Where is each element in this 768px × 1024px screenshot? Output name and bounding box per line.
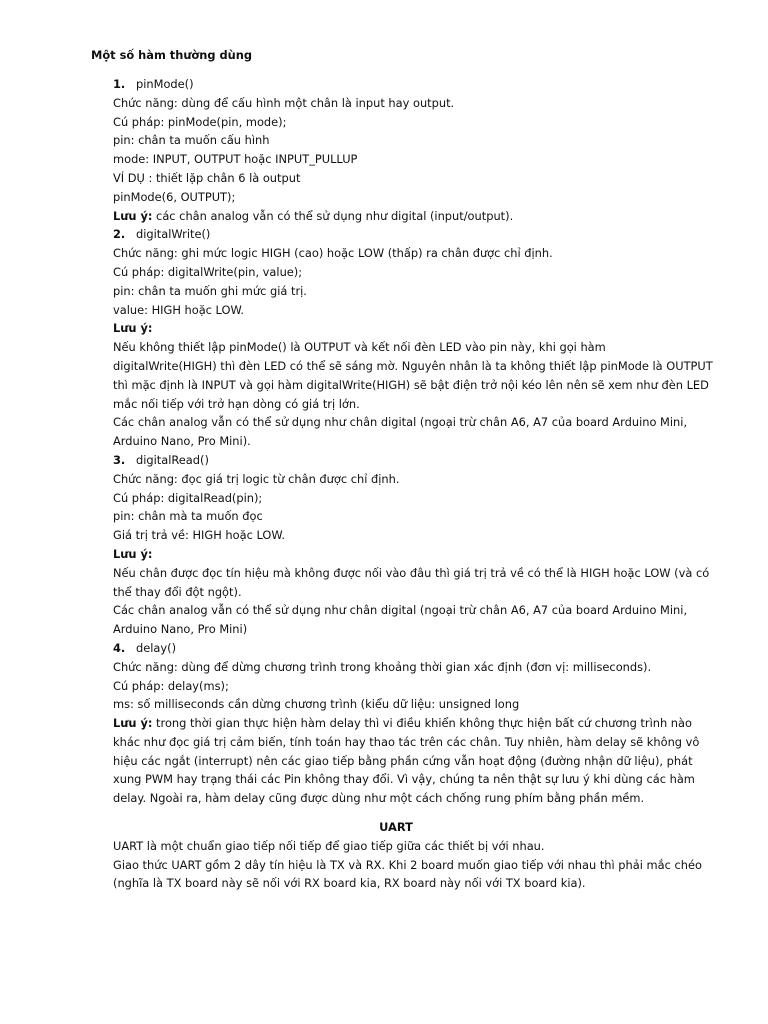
param-ms: ms: số milliseconds cần dừng chương trình (kiểu dữ liệu: unsigned long bbox=[113, 697, 520, 712]
param-pin: pin: chân ta muốn ghi mức giá trị. bbox=[113, 283, 307, 298]
note-label: Lưu ý: bbox=[113, 321, 153, 336]
function-description: Chức năng: ghi mức logic HIGH (cao) hoặc LOW (thấp) ra chân được chỉ định. bbox=[113, 246, 553, 261]
function-name: pinMode() bbox=[136, 77, 194, 91]
function-name: digitalRead() bbox=[136, 452, 209, 467]
syntax-line: Cú pháp: delay(ms); bbox=[113, 678, 229, 693]
document-body bbox=[113, 75, 713, 893]
note-text: các chân analog vẫn có thể sử dụng như digital (input/output). bbox=[152, 208, 514, 223]
section-2-heading bbox=[113, 225, 713, 244]
note-line bbox=[113, 714, 713, 808]
example-code: pinMode(6, OUTPUT); bbox=[113, 189, 236, 204]
function-name: delay() bbox=[136, 640, 177, 655]
function-description: Chức năng: đọc giá trị logic từ chân được chỉ định. bbox=[113, 471, 400, 486]
example-label: VÍ DỤ : thiết lặp chân 6 là output bbox=[113, 170, 301, 185]
function-description: Chức năng: dùng để cấu hình một chân là input hay output. bbox=[113, 95, 455, 110]
section-number: 3. bbox=[113, 452, 126, 467]
section-3-heading bbox=[113, 451, 713, 470]
note-label: Lưu ý: bbox=[113, 716, 153, 731]
section-number: 2. bbox=[113, 227, 126, 242]
note-paragraph: Các chân analog vẫn có thể sử dụng như chân digital (ngoại trừ chân A6, A7 của board Arduino Mini, Arduino Nano, Pro Mini). bbox=[113, 415, 688, 449]
uart-paragraph: Giao thức UART gồm 2 dây tín hiệu là TX và RX. Khi 2 board muốn giao tiếp với nhau thì phải mắc chéo (nghĩa là TX board này sẽ nối với RX board kia, RX board này nối với TX board kia). bbox=[113, 857, 702, 891]
note-label: Lưu ý: bbox=[113, 546, 153, 561]
return-value: Giá trị trả về: HIGH hoặc LOW. bbox=[113, 528, 285, 543]
section-4-heading bbox=[113, 639, 713, 658]
note-line bbox=[113, 207, 713, 226]
param-pin: pin: chân mà ta muốn đọc bbox=[113, 509, 263, 524]
function-name: digitalWrite() bbox=[136, 227, 211, 242]
syntax-line: Cú pháp: digitalRead(pin); bbox=[113, 490, 263, 505]
uart-paragraph: UART là một chuẩn giao tiếp nối tiếp để giao tiếp giữa các thiết bị với nhau. bbox=[113, 838, 545, 853]
syntax-line: Cú pháp: pinMode(pin, mode); bbox=[113, 114, 287, 129]
document-title: Một số hàm thường dùng bbox=[91, 48, 253, 62]
param-pin: pin: chân ta muốn cấu hình bbox=[113, 133, 270, 148]
note-text: trong thời gian thực hiện hàm delay thì vi điều khiển không thực hiện bất cứ chương trình nào khác như đọc giá trị cảm biến, tính toán hay thao tác trên các chân. Tuy nhiên, hàm delay sẽ không vô hiệu các ngắt (interrupt) nên các giao tiếp bằng phần cứng vẫn hoạt động (đường nhận dữ liệu), phát xung PWM hay trạng thái các Pin không thay đổi. Vì vậy, chúng ta nên thật sự lưu ý khi dùng các hàm delay. Ngoài ra, hàm delay cũng được dùng như một cách chống rung phím bằng phần mềm. bbox=[113, 716, 700, 806]
param-mode: mode: INPUT, OUTPUT hoặc INPUT_PULLUP bbox=[113, 152, 358, 167]
note-label: Lưu ý: bbox=[113, 208, 153, 223]
note-paragraph: Các chân analog vẫn có thể sử dụng như chân digital (ngoại trừ chân A6, A7 của board Arduino Mini, Arduino Nano, Pro Mini) bbox=[113, 603, 688, 637]
param-value: value: HIGH hoặc LOW. bbox=[113, 302, 245, 317]
function-description: Chức năng: dùng để dừng chương trình trong khoảng thời gian xác định (đơn vị: milliseconds). bbox=[113, 659, 652, 674]
uart-heading: UART bbox=[379, 820, 413, 835]
note-paragraph: Nếu chân được đọc tín hiệu mà không được nối vào đâu thì giá trị trả về có thể là HIGH hoặc LOW (và có thể thay đổi đột ngột). bbox=[113, 565, 710, 599]
note-paragraph: Nếu không thiết lập pinMode() là OUTPUT và kết nối đèn LED vào pin này, khi gọi hàm digitalWrite(HIGH) thì đèn LED có thể sẽ sáng mờ. Nguyên nhân là ta không thiết lập pinMode là OUTPUT thì mặc định là INPUT và gọi hàm digitalWrite(HIGH) sẽ bật điện trở nội kéo lên nên sẽ xem như đèn LED mắc nối tiếp với trở hạn dòng có giá trị lớn. bbox=[113, 340, 713, 411]
section-number: 4. bbox=[113, 640, 126, 655]
syntax-line: Cú pháp: digitalWrite(pin, value); bbox=[113, 264, 303, 279]
section-number: 1. bbox=[113, 77, 126, 91]
section-1-heading bbox=[113, 75, 713, 94]
